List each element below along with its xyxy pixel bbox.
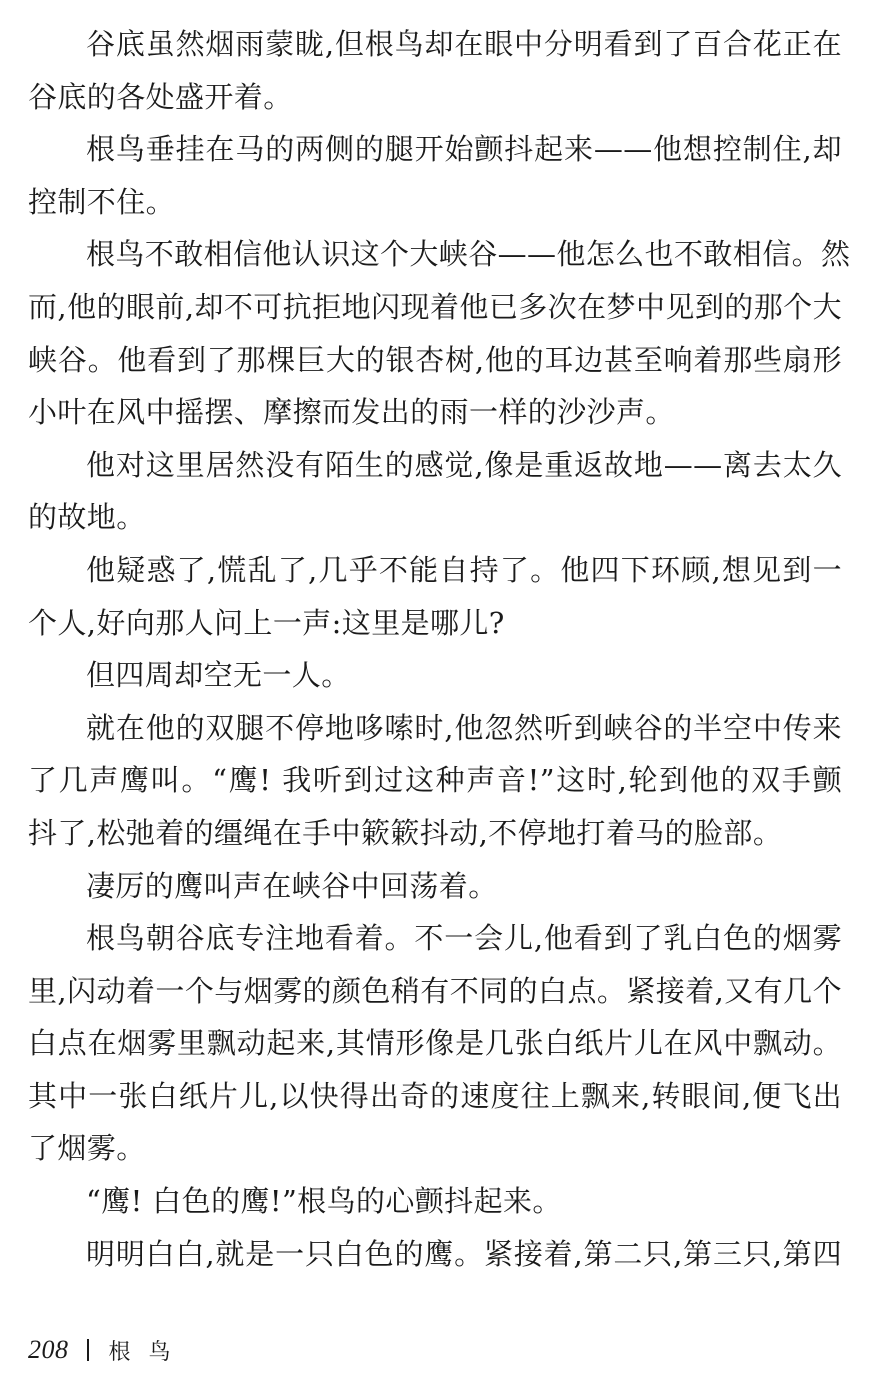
text-line: 而,他的眼前,却不可抗拒地闪现着他已多次在梦中见到的那个大 — [28, 289, 842, 324]
page-footer — [28, 1330, 189, 1370]
text-line: 明明白白,就是一只白色的鹰。紧接着,第二只,第三只,第四 — [86, 1236, 842, 1271]
text-line: 其中一张白纸片儿,以快得出奇的速度往上飘来,转眼间,便飞出 — [28, 1078, 842, 1113]
text-line: 抖了,松弛着的缰绳在手中簌簌抖动,不停地打着马的脸部。 — [28, 815, 783, 850]
text-line: 谷底虽然烟雨蒙眬,但根鸟却在眼中分明看到了百合花正在 — [86, 27, 842, 61]
text-line: 就在他的双腿不停地哆嗦时,他忽然听到峡谷的半空中传来 — [86, 710, 842, 745]
text-line: 里,闪动着一个与烟雾的颜色稍有不同的白点。紧接着,又有几个 — [28, 973, 842, 1008]
page-body — [28, 18, 851, 1280]
text-line: 谷底的各处盛开着。 — [28, 79, 293, 114]
text-line: 根鸟朝谷底专注地看着。不一会儿,他看到了乳白色的烟雾 — [86, 921, 842, 956]
text-line: 凄厉的鹰叫声在峡谷中回荡着。 — [86, 868, 498, 903]
page-number: 208 — [28, 1335, 69, 1364]
book-title: 根鸟 — [108, 1339, 189, 1365]
text-line: 他疑惑了,慌乱了,几乎不能自持了。他四下环顾,想见到一 — [86, 552, 842, 587]
text-line: “鹰! 白色的鹰!”根鸟的心颤抖起来。 — [86, 1184, 562, 1219]
text-line: 的故地。 — [28, 500, 146, 535]
text-line: 峡谷。他看到了那棵巨大的银杏树,他的耳边甚至响着那些扇形 — [28, 342, 842, 377]
text-line: 了几声鹰叫。“鹰! 我听到过这种声音!”这时,轮到他的双手颤 — [28, 763, 842, 798]
text-line: 根鸟垂挂在马的两侧的腿开始颤抖起来——他想控制住,却 — [86, 132, 842, 167]
text-line: 他对这里居然没有陌生的感觉,像是重返故地——离去太久 — [86, 447, 842, 482]
text-line: 白点在烟雾里飘动起来,其情形像是几张白纸片儿在风中飘动。 — [28, 1026, 842, 1061]
text-line: 根鸟不敢相信他认识这个大峡谷——他怎么也不敢相信。然 — [86, 237, 851, 272]
text-line: 了烟雾。 — [28, 1131, 146, 1166]
text-line: 控制不住。 — [28, 184, 176, 219]
footer-divider — [87, 1339, 89, 1361]
text-line: 个人,好向那人问上一声:这里是哪儿? — [28, 605, 505, 640]
text-line: 小叶在风中摇摆、摩擦而发出的雨一样的沙沙声。 — [28, 395, 675, 430]
text-line: 但四周却空无一人。 — [86, 658, 351, 693]
